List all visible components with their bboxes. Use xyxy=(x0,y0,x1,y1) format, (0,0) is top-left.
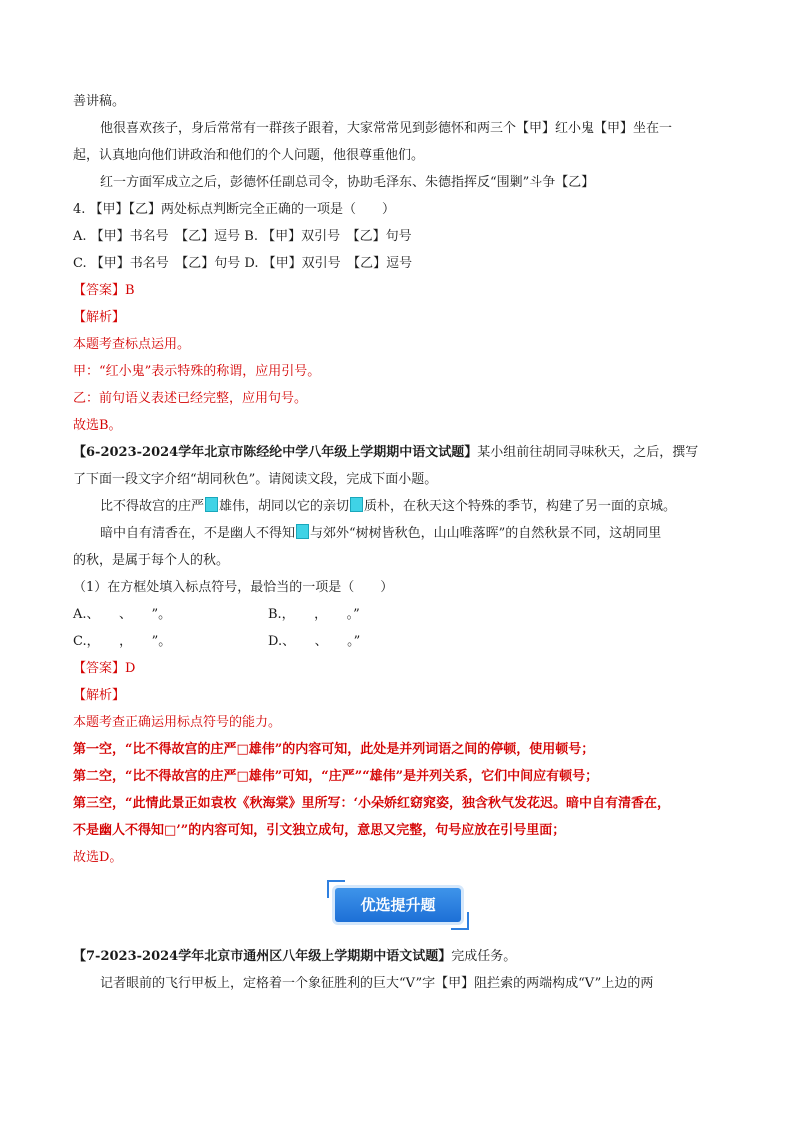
option-line-cd: C. 【甲】书名号 【乙】句号 D. 【甲】双引号 【乙】逗号 xyxy=(73,256,413,271)
passage-text: 与郊外“树树皆秋色，山山唯落晖”的自然秋景不同，这胡同里 xyxy=(310,526,662,541)
answer-label: 【答案】D xyxy=(73,661,136,676)
analysis-line: 本题考查正确运用标点符号的能力。 xyxy=(73,715,282,730)
analysis-line: 本题考查标点运用。 xyxy=(73,337,191,352)
analysis-label: 【解析】 xyxy=(73,310,126,325)
option-row xyxy=(73,628,723,655)
option-row xyxy=(73,601,723,628)
text-line: 善讲稿。 xyxy=(73,94,126,109)
passage-line: 记者眼前的飞行甲板上，定格着一个象征胜利的巨大“V”字【甲】阻拦索的两端构成“V”上边的两 xyxy=(100,976,654,991)
option-d: D.、 、 。” xyxy=(268,634,361,649)
question-6-1: （1）在方框处填入标点符号，最恰当的一项是（ ） xyxy=(73,580,394,595)
question-7-header xyxy=(73,943,723,970)
question-intro: 某小组前往胡同寻味秋天，之后，撰写 xyxy=(477,445,699,460)
analysis-line: 不是幽人不得知□’”的内容可知，引文独立成句，意思又完整，句号应放在引号里面； xyxy=(73,823,566,838)
analysis-line: 故选B。 xyxy=(73,418,122,433)
question-4: 4. 【甲】【乙】两处标点判断完全正确的一项是（ ） xyxy=(73,202,396,217)
paragraph-line: 起，认真地向他们讲政治和他们的个人问题，他很尊重他们。 xyxy=(73,148,425,163)
passage-text: 暗中自有清香在，不是幽人不得知 xyxy=(100,526,296,541)
analysis-line: 故选D。 xyxy=(73,850,123,865)
option-a: A.、 、 ”。 xyxy=(73,607,172,622)
passage-text: 雄伟，胡同以它的亲切 xyxy=(219,499,350,514)
paragraph-line: 红一方面军成立之后，彭德怀任副总司令，协助毛泽东、朱德指挥反“围剿”斗争【乙】 xyxy=(100,175,595,190)
document-page xyxy=(73,88,723,997)
analysis-line: 乙：前句语义表述已经完整，应用句号。 xyxy=(73,391,308,406)
blank-box xyxy=(296,524,309,539)
passage-text: 质朴，在秋天这个特殊的季节，构建了另一面的京城。 xyxy=(364,499,677,514)
analysis-line: 第三空，“此情此景正如袁枚《秋海棠》里所写：‘小朵娇红窈窕姿，独含秋气发花迟。暗中自有清香在， xyxy=(73,796,671,811)
blank-box xyxy=(350,497,363,512)
option-line-ab: A. 【甲】书名号 【乙】逗号 B. 【甲】双引号 【乙】句号 xyxy=(73,229,412,244)
section-banner-label: 优选提升题 xyxy=(335,888,461,922)
section-banner xyxy=(73,877,723,933)
analysis-label: 【解析】 xyxy=(73,688,126,703)
passage-line xyxy=(73,520,723,547)
question-intro-line: 了下面一段文字介绍“胡同秋色”。请阅读文段，完成下面小题。 xyxy=(73,472,438,487)
paragraph-line: 他很喜欢孩子，身后常常有一群孩子跟着，大家常常见到彭德怀和两三个【甲】红小鬼【甲】坐在一 xyxy=(100,121,673,136)
question-source: 【7-2023-2024学年北京市通州区八年级上学期期中语文试题】 xyxy=(73,949,452,964)
blank-box xyxy=(205,497,218,512)
question-source: 【6-2023-2024学年北京市陈经纶中学八年级上学期期中语文试题】 xyxy=(73,445,478,460)
passage-line xyxy=(73,493,723,520)
answer-label: 【答案】B xyxy=(73,283,135,298)
passage-text: 比不得故宫的庄严 xyxy=(100,499,205,514)
analysis-line: 第二空，“比不得故宫的庄严□雄伟”可知，“庄严”“雄伟”是并列关系，它们中间应有顿号； xyxy=(73,769,599,784)
option-b: B.， ， 。” xyxy=(268,607,360,622)
analysis-line: 第一空，“比不得故宫的庄严□雄伟”的内容可知，此处是并列词语之间的停顿，使用顿号； xyxy=(73,742,595,757)
passage-line: 的秋，是属于每个人的秋。 xyxy=(73,553,230,568)
question-intro: 完成任务。 xyxy=(451,949,517,964)
analysis-line: 甲：“红小鬼”表示特殊的称谓，应用引号。 xyxy=(73,364,321,379)
question-6-header xyxy=(73,439,723,466)
option-c: C.， ， ”。 xyxy=(73,634,172,649)
